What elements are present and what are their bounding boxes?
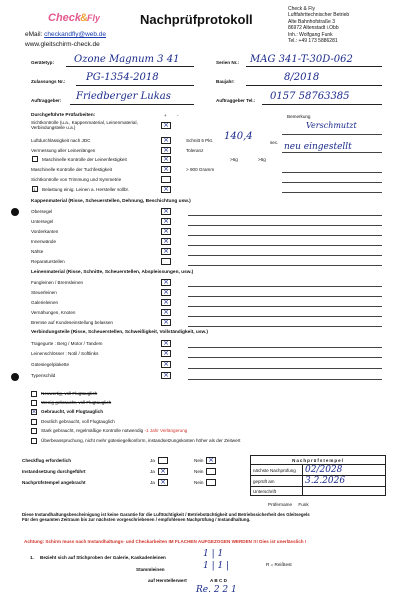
condition-checkbox[interactable] bbox=[31, 419, 37, 425]
canopy-item: Obersegel bbox=[31, 209, 53, 214]
remarks-header: Bemerkung bbox=[287, 114, 311, 119]
check-box[interactable]: × bbox=[161, 248, 171, 255]
no-label: Nein bbox=[194, 480, 204, 485]
connectors-item: Leinenschlösser : Notil / Softlinks bbox=[31, 351, 99, 356]
minus-header: - bbox=[177, 113, 179, 118]
client-tel-label: Auftraggeber Tel.: bbox=[216, 98, 256, 103]
check-box[interactable]: × bbox=[161, 309, 171, 316]
serial-label: Serien Nr.: bbox=[216, 60, 239, 65]
condition-label: Überbeanspruchung, nicht mehr gütesiegelkonform, instandsetzungskosten höher als der Zeitwert bbox=[41, 438, 241, 443]
check-box[interactable]: × bbox=[161, 122, 171, 129]
no-label: Nein bbox=[194, 469, 204, 474]
footer-row2-label: Stammleinen bbox=[136, 567, 165, 572]
warning-text: Achtung: Schirm muss nach Instandhaltungs- und Checkarbeiten IM FLACHEN AUFGEZOGEN WERDEN !!! Dies ist unerlässlich ! bbox=[24, 539, 307, 544]
check-label: Vermessung aller Leinenlängen bbox=[31, 148, 96, 153]
client-tel-value[interactable]: 0157 58763385 bbox=[270, 91, 350, 102]
footer-item-label: Bezieht sich auf Stichproben der Galerie, Kaskadenleinen bbox=[40, 555, 166, 560]
checkbox[interactable] bbox=[32, 156, 38, 162]
lines-item: Vernähungen, Knoten bbox=[31, 310, 76, 315]
check-box[interactable]: × bbox=[161, 340, 171, 347]
checked-on-label: geprüft am bbox=[251, 476, 303, 487]
canopy-item: Reparaturstellen bbox=[31, 259, 65, 264]
client-value[interactable]: Friedberger Lukas bbox=[76, 91, 171, 102]
check-box[interactable]: × bbox=[161, 279, 171, 286]
logo bbox=[46, 8, 100, 28]
yes-box[interactable]: × bbox=[158, 468, 168, 475]
connectors-item: Typenschild bbox=[31, 373, 56, 378]
yes-box[interactable] bbox=[158, 457, 168, 464]
logo-text-check: Check bbox=[48, 12, 82, 24]
yes-label: Ja bbox=[150, 480, 155, 485]
no-label: Nein bbox=[194, 458, 204, 463]
footer-row1-value[interactable]: 1 | 1 bbox=[203, 549, 224, 559]
canopy-item: Nähte bbox=[31, 249, 44, 254]
check-box[interactable]: × bbox=[161, 289, 171, 296]
footer-row1-suffix: R = Reißtest bbox=[266, 562, 292, 567]
lines-item: Fangleinen / Bremsleinen bbox=[31, 280, 84, 285]
lines-title: Leinenmaterial (Risse, Schnitte, Scheuerstellen, Abspleissungen, usw.) bbox=[31, 270, 194, 275]
inspector-name: Funk bbox=[298, 502, 309, 507]
check-label: Belastung einig. Leinen a. Hersteller sollbr. bbox=[42, 187, 130, 192]
check-extra: >6g bbox=[230, 157, 238, 162]
lines-item: Steuerleinen bbox=[31, 290, 57, 295]
no-box[interactable] bbox=[206, 468, 216, 475]
canopy-item: Untersegel bbox=[31, 219, 54, 224]
company-line: Alte Bahnhofstraße 3 bbox=[288, 18, 335, 25]
approval-label: Zulassungs Nr.: bbox=[31, 79, 66, 84]
check-box[interactable]: × bbox=[161, 166, 171, 173]
year-label: Baujahr: bbox=[216, 79, 235, 84]
check-label: Sichtkontrolle von Trimmung und Symmetrie bbox=[31, 177, 122, 182]
yes-label: Ja bbox=[150, 469, 155, 474]
condition-label: Stark gebraucht, regelmäßige Kontrolle notwendig -1 Jahr Verlängerung bbox=[41, 428, 188, 433]
stamp-title: Nachprüfstempel bbox=[251, 456, 386, 465]
company-line: Luftfahrttechnischer Betrieb bbox=[288, 12, 350, 19]
canopy-item: Vorderkanten bbox=[31, 229, 59, 234]
plus-header: + bbox=[164, 113, 167, 118]
yes-label: Ja bbox=[150, 458, 155, 463]
connectors-item: Tragegurte : Berg / Motor / Tandem bbox=[31, 341, 103, 346]
website[interactable]: www.gleitschirm-check.de bbox=[25, 41, 100, 48]
check-value[interactable]: 140,4 bbox=[224, 131, 253, 142]
hole-punch bbox=[11, 208, 19, 216]
check-box[interactable]: × bbox=[161, 218, 171, 225]
company-block bbox=[288, 6, 349, 44]
year-value[interactable]: 8/2018 bbox=[284, 72, 320, 83]
footer-item-num: 1. bbox=[30, 555, 34, 560]
check-remark[interactable]: Verschmutzt bbox=[306, 121, 357, 130]
email-link[interactable]: checkandfly@web.de bbox=[44, 31, 107, 38]
check-box[interactable]: × bbox=[161, 228, 171, 235]
page-title: Nachprüfprotokoll bbox=[140, 12, 253, 27]
next-inspection-value: 02/2028 bbox=[303, 465, 386, 476]
company-line: Tel.: +49 173 5886281 bbox=[288, 38, 338, 45]
check-box[interactable]: × bbox=[161, 299, 171, 306]
lines-item: Galerieleinen bbox=[31, 300, 59, 305]
check-box[interactable]: × bbox=[161, 350, 171, 357]
logo-text-amp: & bbox=[80, 12, 88, 24]
device-type-label: Gerätetyp: bbox=[31, 60, 54, 65]
lines-item: Bremse auf Kundeseinstellung belassen bbox=[31, 320, 113, 325]
condition-checkbox[interactable] bbox=[31, 391, 37, 397]
approval-value[interactable]: PG-1354-2018 bbox=[86, 72, 159, 83]
condition-checkbox[interactable] bbox=[31, 438, 37, 444]
device-type-value[interactable]: Ozone Magnum 3 41 bbox=[74, 54, 180, 65]
logo-text-fly: Fly bbox=[87, 13, 100, 23]
hole-punch bbox=[11, 373, 19, 381]
check-extra: Toleranz bbox=[186, 148, 204, 153]
company-line: 86972 Altenstadt i.Obb bbox=[288, 25, 339, 32]
yes-box[interactable]: × bbox=[158, 479, 168, 486]
inspector-row bbox=[268, 502, 309, 507]
inspection-stamp bbox=[250, 455, 386, 496]
condition-label: Wenig gebraucht, voll Flugtauglich bbox=[41, 400, 112, 405]
condition-label: Gebraucht, voll Flugtauglich bbox=[41, 409, 104, 414]
condition-label: Deutlich gebraucht, voll Flugtauglich bbox=[41, 419, 115, 424]
footer-row2-value[interactable]: 1 | 1 | bbox=[203, 561, 230, 571]
check-box[interactable] bbox=[161, 258, 171, 265]
summary-label: Instandsetzung durchgeführt bbox=[22, 469, 86, 474]
check-box[interactable] bbox=[161, 176, 171, 183]
email-label: eMail: bbox=[25, 31, 43, 38]
check-box[interactable]: × bbox=[161, 372, 171, 379]
check-box[interactable]: × bbox=[161, 238, 171, 245]
condition-checkbox[interactable] bbox=[31, 400, 37, 406]
signature-field bbox=[303, 487, 386, 496]
condition-checkbox[interactable] bbox=[31, 428, 37, 434]
no-box[interactable] bbox=[206, 479, 216, 486]
check-label: Maschinelle Kontrolle der Tuchfestigkeit bbox=[31, 167, 112, 172]
checked-on-value: 3.2.2026 bbox=[303, 476, 386, 487]
no-box[interactable]: × bbox=[206, 457, 216, 464]
check-extra: > 900 Gramm bbox=[186, 167, 215, 172]
summary-label: Checkflug erforderlich bbox=[22, 458, 72, 463]
email-row bbox=[25, 31, 106, 38]
check-box[interactable]: × bbox=[161, 208, 171, 215]
check-extra: >6g bbox=[258, 157, 266, 162]
connectors-title: Verbindungsteile (Risse, Scheuerstellen, Schweißigkeit, Vollständigkeit, usw.) bbox=[31, 330, 208, 335]
check-unit: sec. bbox=[270, 140, 279, 145]
check-box[interactable]: × bbox=[161, 186, 171, 193]
canopy-item: Innenwände bbox=[31, 239, 57, 244]
check-box[interactable]: × bbox=[161, 319, 171, 326]
checkbox[interactable]: 1. bbox=[33, 187, 37, 192]
disclaimer: Diese Instandhaltungsbescheinigung ist keine Garantie für die Lufttüchtigkeit / Betriebstüchtigkeit und Betriebssicherheit des Gleitsegels Für den gesamten Zeitraum bis zur nächsten vorgeschriebenen / empfohlenen Nachprüfung / Instandhaltung. bbox=[22, 512, 310, 523]
check-remark[interactable]: neu eingestellt bbox=[284, 142, 352, 152]
signature-label: Unterschrift bbox=[251, 487, 303, 496]
check-extra: Schnitt 5 Pkt. bbox=[186, 138, 214, 143]
check-box[interactable]: × bbox=[161, 147, 171, 154]
check-box[interactable]: × bbox=[161, 156, 171, 163]
next-inspection-label: nächste Nachprüfung bbox=[251, 465, 303, 476]
footer-handwritten[interactable]: Re. 2 2 1 bbox=[196, 585, 237, 595]
footer-row3-label: auf Herstellerwert bbox=[148, 578, 187, 583]
footer-letters: A B C D bbox=[210, 578, 227, 583]
condition-checkbox-checked[interactable]: × bbox=[32, 409, 37, 416]
company-line: Inh.: Wolfgang Funk bbox=[288, 31, 333, 38]
connectors-item: Gütesiegelplakette bbox=[31, 362, 70, 367]
condition-label: Neuwertig, voll Flugtauglich bbox=[41, 391, 98, 396]
serial-value[interactable]: MAG 341-T-30D-062 bbox=[250, 54, 353, 65]
check-box[interactable]: × bbox=[161, 361, 171, 368]
check-box[interactable]: × bbox=[161, 137, 171, 144]
checks-title: Durchgeführte Prüfarbeiten: bbox=[31, 113, 96, 118]
canopy-title: Kappenmaterial (Risse, Scheuerstellen, Dehnung, Beschichtung usw.) bbox=[31, 199, 191, 204]
check-label: Sichtkontrolle (u.a., Kappenmaterial, Leinenmaterial, Verbindungsteile u.a.) bbox=[31, 120, 138, 131]
logo-graphic bbox=[46, 8, 100, 28]
summary-label: Nachprüfstempel angebracht bbox=[22, 480, 86, 485]
client-label: Auftraggeber: bbox=[31, 98, 62, 103]
inspector-label: Prüfername bbox=[268, 502, 293, 507]
company-line: Check & Fly bbox=[288, 6, 315, 12]
check-label: Luftdurchlässigkeit nach JDC bbox=[31, 138, 91, 143]
check-label: Maschinelle Kontrolle der Leinenfestigkeit bbox=[42, 157, 127, 162]
